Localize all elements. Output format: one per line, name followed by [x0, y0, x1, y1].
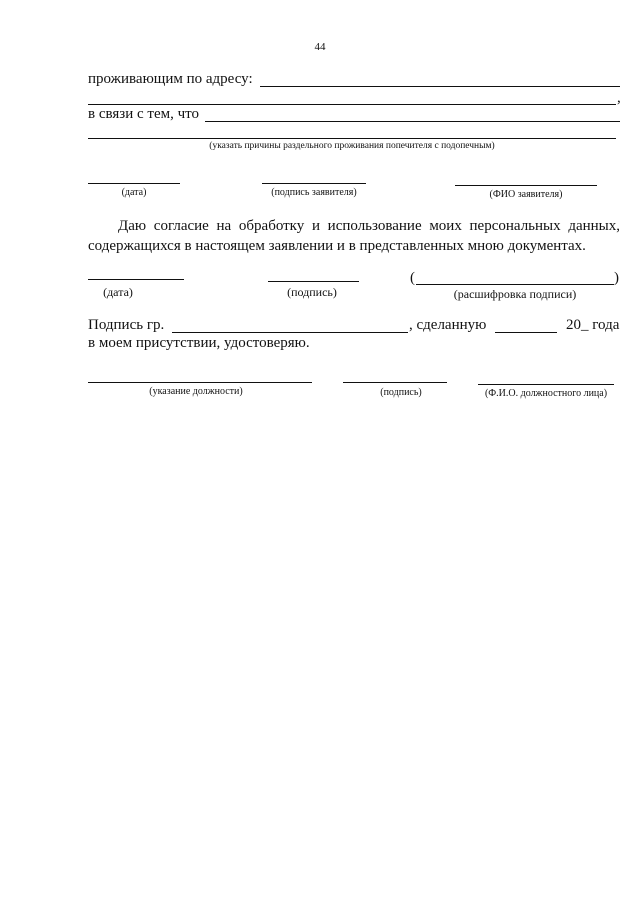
applicant-signature-line[interactable] — [262, 183, 366, 184]
applicant-date-line[interactable] — [88, 183, 180, 184]
applicant-signature-caption: (подпись заявителя) — [271, 187, 357, 198]
certification-year-text: 20_ года — [566, 317, 620, 333]
consent-date-line[interactable] — [88, 279, 184, 280]
official-position-caption: (указание должности) — [149, 386, 243, 397]
address-continuation-line[interactable] — [88, 104, 616, 105]
certification-made-text: , сделанную — [409, 317, 487, 333]
official-position-line[interactable] — [88, 382, 312, 383]
address-label: проживающим по адресу: — [88, 71, 253, 87]
address-comma: , — [617, 90, 621, 106]
consent-date-caption: (дата) — [103, 285, 133, 299]
consent-decode-caption: (расшифровка подписи) — [453, 287, 577, 301]
reason-continuation-line[interactable] — [88, 138, 616, 139]
page-number: 44 — [314, 41, 326, 53]
certification-name-line[interactable] — [172, 332, 408, 333]
consent-signature-line[interactable] — [268, 281, 359, 282]
consent-paragraph — [88, 216, 620, 256]
consent-close-paren: ) — [614, 270, 619, 286]
applicant-name-line[interactable] — [455, 185, 597, 186]
applicant-date-caption: (дата) — [121, 187, 147, 198]
official-signature-caption: (подпись) — [380, 387, 422, 398]
consent-text: Даю согласие на обработку и использование моих персональных данных, содержащихся в настоящем заявлении и в представленных мною документах. — [88, 218, 620, 254]
official-name-line[interactable] — [478, 384, 614, 385]
certification-prefix: Подпись гр. — [88, 317, 165, 333]
reason-label: в связи с тем, что — [88, 106, 199, 122]
applicant-name-caption: (ФИО заявителя) — [489, 189, 563, 200]
reason-field-line[interactable] — [205, 121, 620, 122]
consent-open-paren: ( — [410, 270, 415, 286]
address-field-line[interactable] — [260, 86, 620, 87]
reason-hint: (указать причины раздельного проживания попечителя с подопечным) — [209, 141, 495, 151]
official-name-caption: (Ф.И.О. должностного лица) — [484, 388, 608, 399]
consent-signature-caption: (подпись) — [287, 285, 337, 299]
certification-date-line[interactable] — [495, 332, 557, 333]
certification-line2: в моем присутствии, удостоверяю. — [88, 335, 310, 351]
consent-decode-line[interactable] — [416, 284, 614, 285]
official-signature-line[interactable] — [343, 382, 447, 383]
